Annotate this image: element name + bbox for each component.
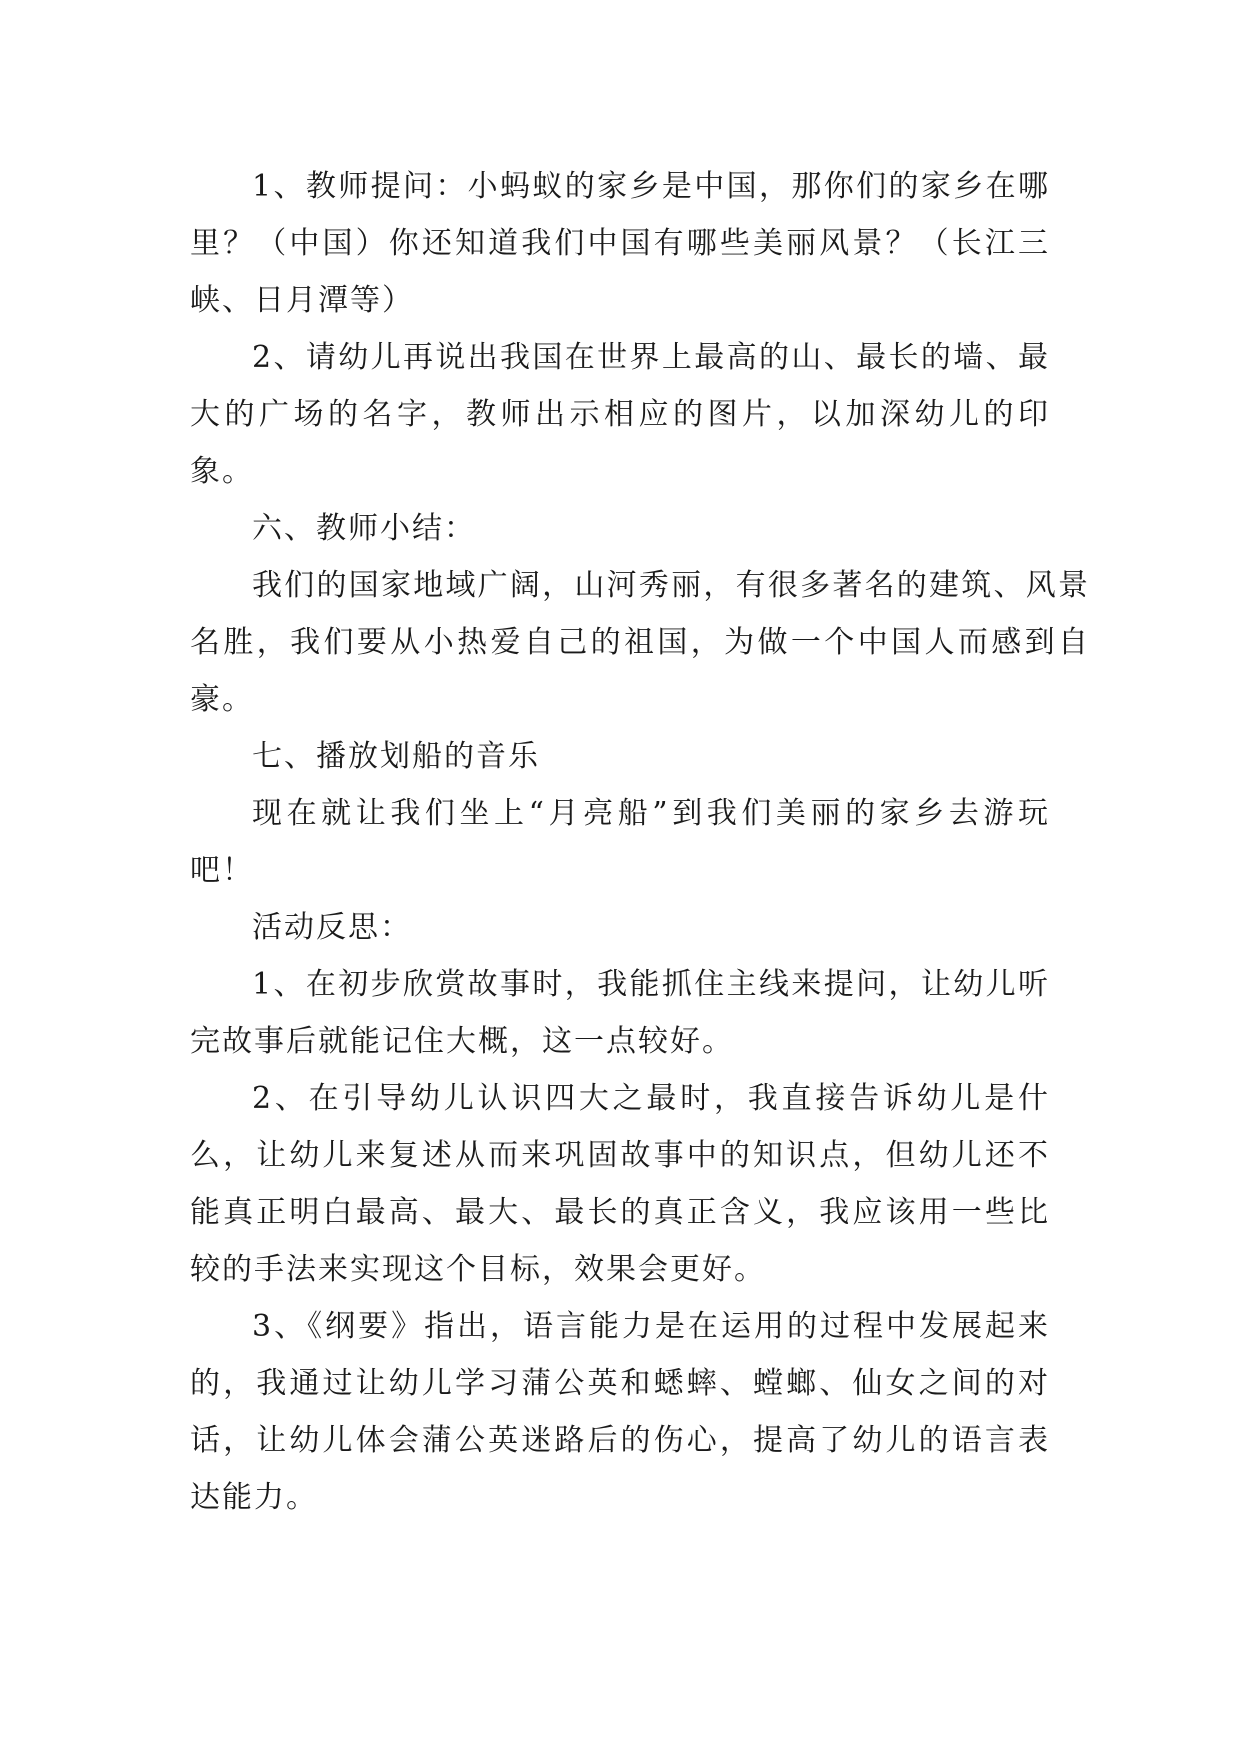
paragraph-reflection-3: 3、《纲要》指出，语言能力是在运用的过程中发展起来的，我通过让幼儿学习蒲公英和蟋蟀、螳螂、仙女之间的对话，让幼儿体会蒲公英迷路后的伤心，提高了幼儿的语言表达能力。 [190, 1309, 1050, 1515]
section-heading-teacher-summary: 六、教师小结： [252, 511, 476, 546]
paragraph-summary: 我们的国家地域广阔，山河秀丽，有很多著名的建筑、风景名胜，我们要从小热爱自己的祖国，为做一个中国人而感到自豪。 [190, 568, 1090, 717]
paragraph-question-homeland: 1、教师提问：小蚂蚁的家乡是中国，那你们的家乡在哪里？（中国）你还知道我们中国有哪些美丽风景？（长江三峡、日月潭等） [190, 169, 1050, 318]
section-heading-reflection: 活动反思： [252, 910, 412, 945]
paragraph-highest-longest-largest: 2、请幼儿再说出我国在世界上最高的山、最长的墙、最大的广场的名字，教师出示相应的图片，以加深幼儿的印象。 [190, 340, 1050, 489]
document-body [190, 158, 1090, 1526]
paragraph-reflection-2: 2、在引导幼儿认识四大之最时，我直接告诉幼儿是什么，让幼儿来复述从而来巩固故事中的知识点，但幼儿还不能真正明白最高、最大、最长的真正含义，我应该用一些比较的手法来实现这个目标，效果会更好。 [190, 1081, 1050, 1287]
section-heading-boat-music: 七、播放划船的音乐 [252, 739, 540, 774]
paragraph-reflection-1: 1、在初步欣赏故事时，我能抓住主线来提问，让幼儿听完故事后就能记住大概，这一点较好。 [190, 967, 1050, 1059]
paragraph-moon-boat: 现在就让我们坐上“月亮船”到我们美丽的家乡去游玩吧！ [190, 796, 1050, 888]
